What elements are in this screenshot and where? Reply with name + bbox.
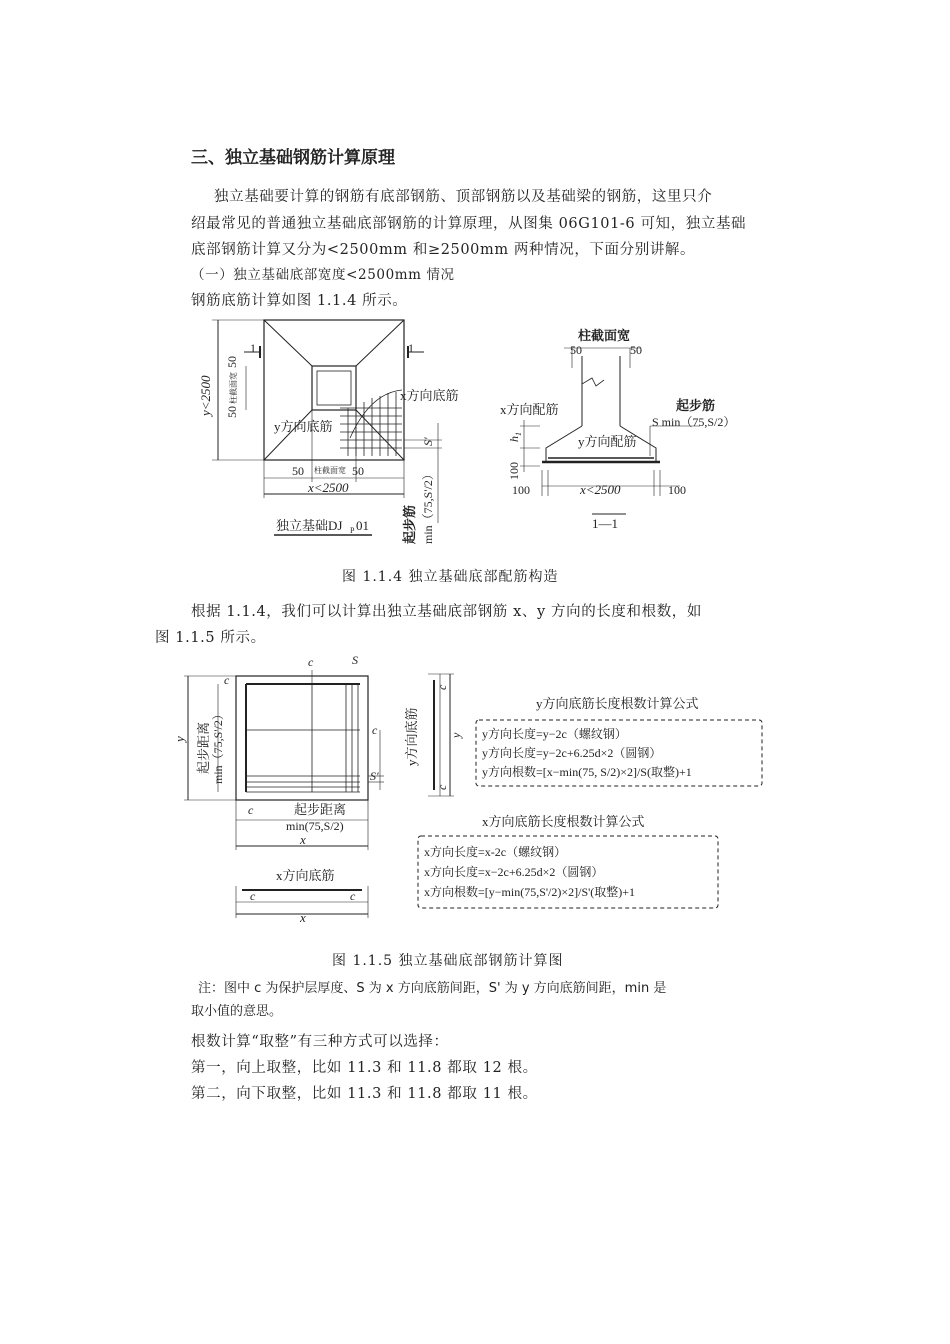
y-bar-c-bottom: c xyxy=(435,784,449,790)
subheading: （一）独立基础底部宽度<2500mm 情况 xyxy=(191,267,455,283)
section-hundred-v: 100 xyxy=(507,462,521,480)
plan-s-prime-right: S' xyxy=(370,769,379,783)
section-x-rebar: x方向配筋 xyxy=(500,402,559,417)
x-bar-c-left: c xyxy=(250,889,256,903)
x-formula-3: x方向根数=[y−min(75,S'/2)×2]/S'(取整)+1 xyxy=(424,885,636,899)
plan-start-bar: 起步筋 xyxy=(402,504,417,544)
plan-fifty-left: 50 xyxy=(292,464,304,478)
plan-start-dist-v: 起步距离 xyxy=(196,721,211,774)
rounding-option-2: 第二，向下取整，比如 11.3 和 11.8 都取 11 根。 xyxy=(191,1086,538,1102)
note-line-1: 注：图中 c 为保护层厚度、S 为 x 方向底筋间距，S' 为 y 方向底筋间距，min 是 xyxy=(198,981,667,996)
intro-line-3: 底部钢筋计算又分为<2500mm 和≥2500mm 两种情况，下面分别讲解。 xyxy=(191,242,696,258)
rounding-option-1: 第一，向上取整，比如 11.3 和 11.8 都取 12 根。 xyxy=(191,1060,538,1076)
x-bar-c-right: c xyxy=(350,889,356,903)
figure-1-1-4 xyxy=(180,308,780,548)
plan-x-bar-label: x方向底筋 xyxy=(400,388,459,403)
plan-y-dim: y<2500 xyxy=(198,375,213,416)
section-col-width: 柱截面宽 xyxy=(578,328,631,343)
plan-x-dim: x<2500 xyxy=(308,480,349,495)
plan-y-bar-label: y方向底筋 xyxy=(274,419,333,434)
intro-line-2: 绍最常见的普通独立基础底部钢筋的计算原理，从图集 06G101-6 可知，独立基础 xyxy=(191,216,747,232)
figure-reference: 钢筋底筋计算如图 1.1.4 所示。 xyxy=(191,293,408,309)
x-formula-1: x方向长度=x-2c（螺纹钢） xyxy=(424,845,567,859)
figure-1-1-5-caption: 图 1.1.5 独立基础底部钢筋计算图 xyxy=(332,953,564,969)
note-line-2: 取小值的意思。 xyxy=(191,1004,283,1019)
plan-start-formula-v: min（75,S'/2） xyxy=(211,708,225,784)
section-title: 1—1 xyxy=(592,516,618,531)
section-hundred-right: 100 xyxy=(668,483,686,497)
plan-title xyxy=(274,518,372,535)
x-bar-x-label: x xyxy=(300,910,306,925)
y-formula-2: y方向长度=y−2c+6.25d×2（圆钢） xyxy=(482,746,662,760)
section-fifty-right: 50 xyxy=(630,343,642,357)
y-bar-c-top: c xyxy=(435,684,449,690)
y-formula-1: y方向长度=y−2c（螺纹钢） xyxy=(482,727,627,741)
section-start-formula: S min（75,S/2） xyxy=(652,415,736,429)
section-y-rebar: y方向配筋 xyxy=(578,434,637,449)
plan-start-dist-h: 起步距离 xyxy=(294,802,347,817)
y-bar-y: y xyxy=(449,732,463,738)
section-fifty-left: 50 xyxy=(570,343,582,357)
figure-1-1-5 xyxy=(170,650,780,935)
plan-title-main: 独立基础DJ xyxy=(276,518,343,533)
paragraph-2-line-2: 图 1.1.5 所示。 xyxy=(155,630,266,646)
x-formula-title: x方向底筋长度根数计算公式 xyxy=(482,814,645,829)
plan-s-prime: S' xyxy=(421,437,435,446)
plan-fifty-top: 50 xyxy=(225,356,239,368)
plan-col-width-h: 柱截面宽 xyxy=(314,466,346,475)
plan-section-mark-right: 1 xyxy=(408,341,414,355)
plan-s-top: S xyxy=(352,653,358,667)
plan-title-num: 01 xyxy=(356,518,369,533)
section-x-dim: x<2500 xyxy=(580,482,621,497)
plan-fifty-right: 50 xyxy=(352,464,364,478)
y-formula-title: y方向底筋长度根数计算公式 xyxy=(536,696,699,711)
x-bar-label: x方向底筋 xyxy=(276,868,335,883)
y-formula-3: y方向根数=[x−min(75, S/2)×2]/S(取整)+1 xyxy=(482,765,692,779)
plan-col-width-v: 柱截面宽 xyxy=(229,372,238,404)
section-hundred-left: 100 xyxy=(512,483,530,497)
plan-c-top-left: c xyxy=(224,673,230,687)
plan-section-mark-left: 1 xyxy=(250,341,256,355)
section-start-bar: 起步筋 xyxy=(676,398,716,413)
plan-c-bottom: c xyxy=(248,803,254,817)
intro-line-1: 独立基础要计算的钢筋有底部钢筋、顶部钢筋以及基础梁的钢筋，这里只介 xyxy=(214,189,713,205)
y-bar-label: y方向底筋 xyxy=(404,707,419,766)
plan-c-top: c xyxy=(308,655,314,669)
plan-start-formula-h: min(75,S/2) xyxy=(286,819,344,833)
plan-y-label: y xyxy=(172,736,187,742)
plan-x-label: x xyxy=(300,832,306,847)
section-h1: $h_1$ xyxy=(507,432,523,442)
plan-c-right: c xyxy=(372,723,378,737)
plan-title-sub: P xyxy=(350,526,355,535)
figure-1-1-4-caption: 图 1.1.4 独立基础底部配筋构造 xyxy=(342,569,559,585)
x-formula-2: x方向长度=x−2c+6.25d×2（圆钢） xyxy=(424,865,604,879)
paragraph-2-line-1: 根据 1.1.4，我们可以计算出独立基础底部钢筋 x、y 方向的长度和根数，如 xyxy=(191,604,702,620)
section-heading: 三、独立基础钢筋计算原理 xyxy=(191,148,395,168)
rounding-intro: 根数计算“取整”有三种方式可以选择： xyxy=(191,1034,449,1050)
plan-start-formula: min（75,S'/2） xyxy=(421,468,435,544)
plan-fifty-mid: 50 xyxy=(225,406,239,418)
